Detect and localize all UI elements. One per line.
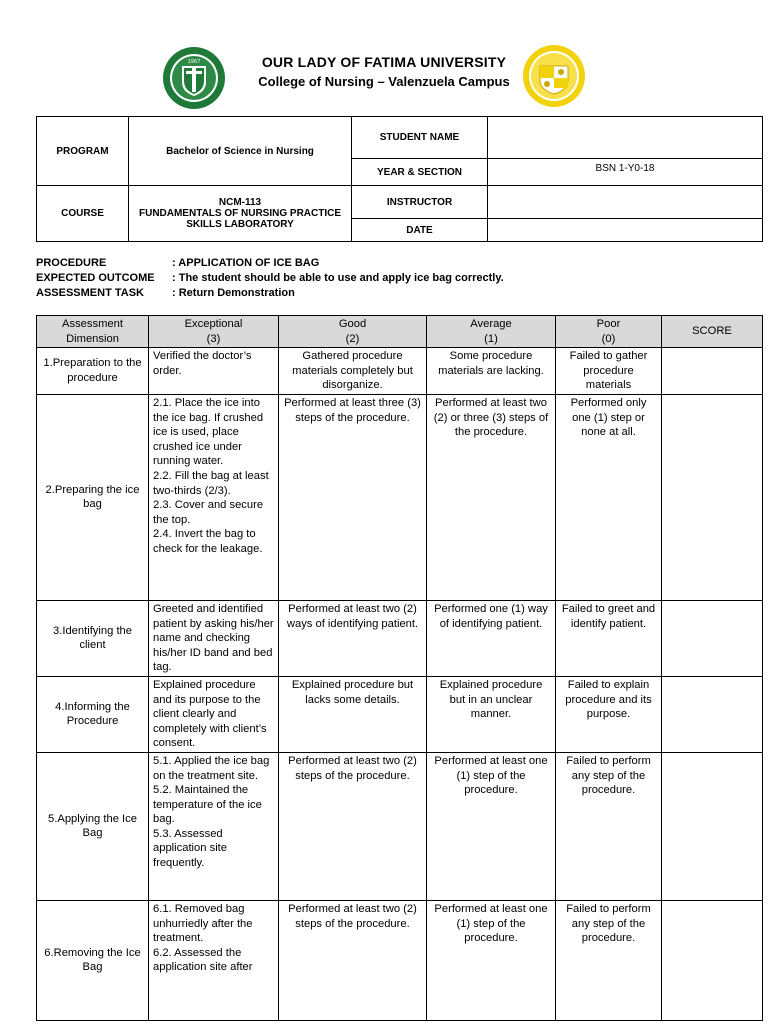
rubric-row	[37, 348, 763, 395]
exceptional-line: Greeted and identified patient by asking his/her name and checking his/her ID band and bed tag.	[153, 602, 274, 674]
exceptional-cell	[149, 752, 279, 900]
good-cell: Performed at least two (2) steps of the procedure.	[279, 900, 427, 1020]
course-code: NCM-113	[218, 197, 262, 208]
exceptional-line: 2.4. Invert the bag to check for the leakage.	[153, 528, 263, 555]
course-subtitle: SKILLS LABORATORY	[186, 219, 294, 230]
average-cell: Some procedure materials are lacking.	[427, 348, 556, 395]
student-name-field[interactable]	[488, 117, 763, 159]
average-cell: Performed at least one (1) step of the procedure.	[427, 900, 556, 1020]
poor-cell: Failed to gather procedure materials	[556, 348, 662, 395]
good-cell: Performed at least three (3) steps of the procedure.	[279, 394, 427, 600]
instructor-label: INSTRUCTOR	[352, 186, 488, 219]
exceptional-line: 2.1. Place the ice into the ice bag. If crushed ice is used, place crushed ice under running water.	[153, 396, 264, 468]
average-cell: Performed at least one (1) step of the procedure.	[427, 752, 556, 900]
score-cell[interactable]	[662, 676, 763, 752]
good-cell: Gathered procedure materials completely but disorganize.	[279, 348, 427, 395]
instructor-field[interactable]	[488, 186, 763, 219]
expected-outcome-value: : The student should be able to use and apply ice bag correctly.	[172, 272, 504, 284]
score-cell[interactable]	[662, 394, 763, 600]
header-exceptional: Exceptional (3)	[149, 316, 279, 348]
score-cell[interactable]	[662, 900, 763, 1020]
student-info-table	[36, 116, 763, 242]
procedure-row	[36, 256, 504, 271]
dimension-cell: 5.Applying the Ice Bag	[37, 752, 149, 900]
poor-cell: Performed only one (1) step or none at all.	[556, 394, 662, 600]
dimension-cell: 3.Identifying the client	[37, 600, 149, 676]
course-value	[129, 186, 352, 242]
header-good: Good (2)	[279, 316, 427, 348]
exceptional-line: 6.1. Removed bag unhurriedly after the treatment.	[153, 902, 253, 945]
good-cell: Explained procedure but lacks some details.	[279, 676, 427, 752]
average-cell: Performed one (1) way of identifying patient.	[427, 600, 556, 676]
dimension-cell: 6.Removing the Ice Bag	[37, 900, 149, 1020]
college-subtitle: College of Nursing – Valenzuela Campus	[258, 74, 510, 89]
college-seal-right-icon	[522, 44, 586, 108]
good-cell: Performed at least two (2) ways of identifying patient.	[279, 600, 427, 676]
header-dimension: Assessment Dimension	[37, 316, 149, 348]
exceptional-cell	[149, 900, 279, 1020]
student-name-label: STUDENT NAME	[352, 117, 488, 159]
score-cell[interactable]	[662, 348, 763, 395]
average-cell: Performed at least two (2) or three (3) steps of the procedure.	[427, 394, 556, 600]
university-title: OUR LADY OF FATIMA UNIVERSITY	[261, 54, 507, 70]
program-value: Bachelor of Science in Nursing	[129, 117, 352, 186]
date-label: DATE	[352, 219, 488, 242]
dimension-cell: 1.Preparation to the procedure	[37, 348, 149, 395]
dimension-cell: 4.Informing the Procedure	[37, 676, 149, 752]
assessment-task-row	[36, 286, 504, 301]
expected-outcome-label: EXPECTED OUTCOME	[36, 272, 155, 284]
exceptional-cell	[149, 676, 279, 752]
course-title: FUNDAMENTALS OF NURSING PRACTICE	[138, 208, 342, 219]
rubric-table	[36, 315, 763, 1021]
header-poor: Poor (0)	[556, 316, 662, 348]
exceptional-line: 2.3. Cover and secure the top.	[153, 499, 264, 526]
assessment-task-value: : Return Demonstration	[172, 287, 295, 299]
score-cell[interactable]	[662, 600, 763, 676]
good-cell: Performed at least two (2) steps of the procedure.	[279, 752, 427, 900]
year-section-label: YEAR & SECTION	[352, 159, 488, 186]
dimension-cell: 2.Preparing the ice bag	[37, 394, 149, 600]
exceptional-line: 6.2. Assessed the application site after	[153, 946, 253, 974]
average-cell: Explained procedure but in an unclear manner.	[427, 676, 556, 752]
exceptional-line: Explained procedure and its purpose to the client clearly and completely with client’s consent.	[153, 678, 267, 750]
exceptional-cell	[149, 348, 279, 395]
year-section-field[interactable]: BSN 1-Y0-18	[488, 159, 763, 186]
assessment-task-label: ASSESSMENT TASK	[36, 287, 144, 299]
header-score: SCORE	[662, 316, 763, 348]
procedure-block	[36, 256, 504, 301]
exceptional-line: Verified the doctor’s order.	[153, 350, 252, 377]
course-label: COURSE	[37, 186, 129, 242]
rubric-row	[37, 676, 763, 752]
exceptional-line: 5.1. Applied the ice bag on the treatment site.	[153, 754, 270, 782]
left-seal-text: 1967	[187, 59, 201, 65]
rubric-row	[37, 752, 763, 900]
poor-cell: Failed to explain procedure and its purpose.	[556, 676, 662, 752]
rubric-row	[37, 900, 763, 1020]
program-label: PROGRAM	[37, 117, 129, 186]
exceptional-cell	[149, 394, 279, 600]
rubric-row	[37, 600, 763, 676]
rubric-row	[37, 394, 763, 600]
procedure-label: PROCEDURE	[36, 257, 107, 269]
header-average: Average (1)	[427, 316, 556, 348]
poor-cell: Failed to perform any step of the procedure.	[556, 900, 662, 1020]
date-field[interactable]	[488, 219, 763, 242]
poor-cell: Failed to greet and identify patient.	[556, 600, 662, 676]
expected-outcome-row	[36, 271, 504, 286]
score-cell[interactable]	[662, 752, 763, 900]
procedure-value: : APPLICATION OF ICE BAG	[172, 257, 320, 269]
exceptional-cell	[149, 600, 279, 676]
poor-cell: Failed to perform any step of the procedure.	[556, 752, 662, 900]
exceptional-line: 5.2. Maintained the temperature of the ice bag.	[153, 784, 262, 826]
exceptional-line: 2.2. Fill the bag at least two-thirds (2/3).	[153, 469, 269, 497]
exceptional-line: 5.3. Assessed application site frequently.	[153, 827, 228, 870]
